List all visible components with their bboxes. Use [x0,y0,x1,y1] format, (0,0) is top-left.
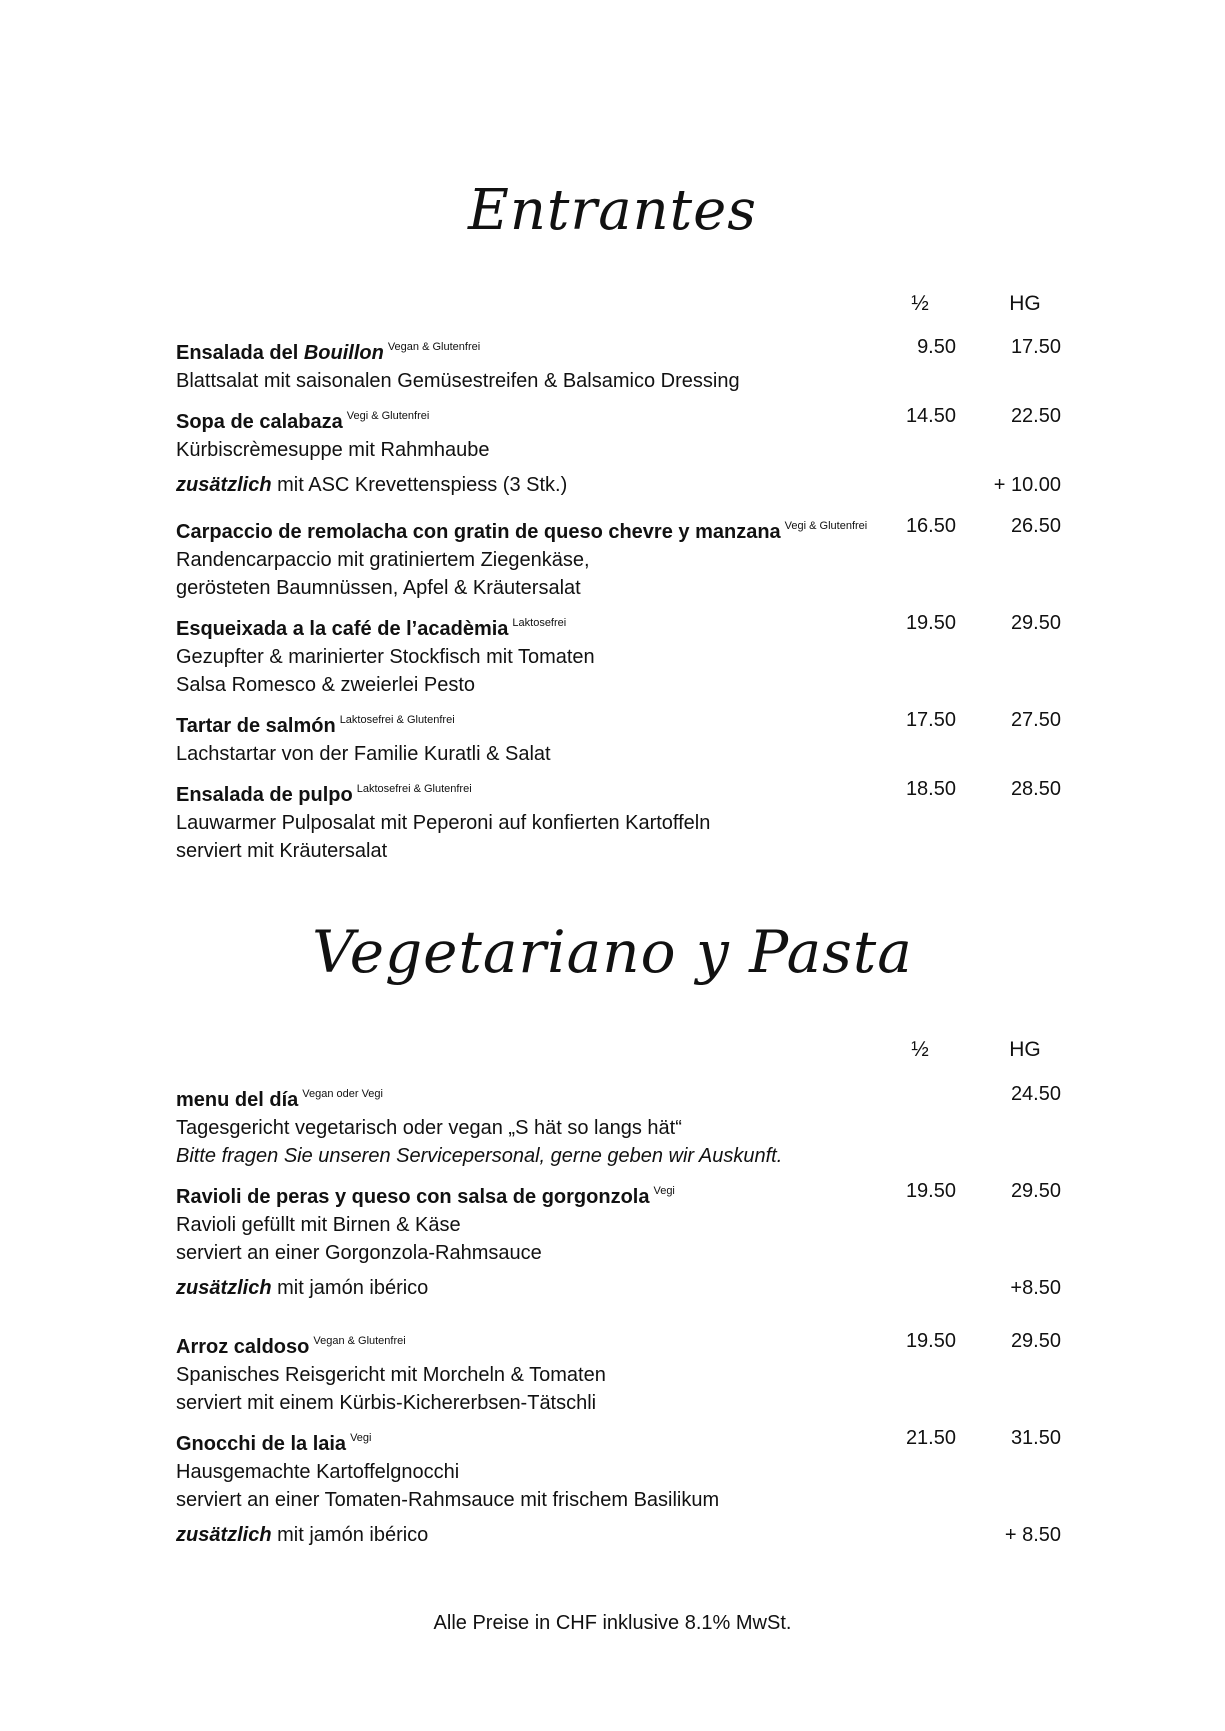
item-desc-2: serviert an einer Tomaten-Rahmsauce mit frischem Basilikum [176,1489,720,1511]
item-tag: Vegan & Glutenfrei [387,341,481,353]
item-name: Ravioli de peras y queso con salsa de gorgonzola [176,1186,650,1208]
menu-item-arroz-caldoso [176,1327,1076,1417]
menu-item-extra-jamon-1 [176,1274,1076,1302]
price-half: 14.50 [905,405,956,427]
item-tag: Vegan & Glutenfrei [313,1335,406,1347]
price-hg: 26.50 [1010,515,1061,537]
column-header-half: ½ [911,292,929,315]
price-half: 19.50 [905,612,956,634]
item-desc-2: Salsa Romesco & zweierlei Pesto [176,674,476,696]
menu-item-gnocchi [176,1424,1076,1514]
price-half: 21.50 [905,1427,956,1449]
column-header-half: ½ [911,1038,929,1061]
menu-item-menu-del-dia [176,1080,1076,1170]
item-name: Tartar de salmón [176,715,336,737]
item-desc: Lauwarmer Pulposalat mit Peperoni auf konfierten Kartoffeln [176,812,711,834]
price-hg: 29.50 [1010,1330,1061,1352]
section-title-vegetariano-pasta: Vegetariano y Pasta [312,918,913,986]
extra-text: mit ASC Krevettenspiess (3 Stk.) [271,474,568,496]
item-name: Ensalada de pulpo [176,784,353,806]
item-desc: Hausgemachte Kartoffelgnocchi [176,1461,460,1483]
menu-item-esqueixada [176,609,1076,699]
item-desc: Kürbiscrèmesuppe mit Rahmhaube [176,439,490,461]
price-hg: 29.50 [1010,1180,1061,1202]
item-name: Gnocchi de la laia [176,1433,347,1455]
price-hg: 17.50 [1010,336,1061,358]
price-half: 18.50 [905,778,956,800]
item-name: Ensalada del Bouillon [176,342,384,364]
item-tag: Vegan oder Vegi [302,1088,383,1100]
price-hg: 24.50 [1010,1083,1061,1105]
menu-item-ensalada-pulpo [176,775,1076,865]
extra-label: zusätzlich [176,474,272,496]
extra-label: zusätzlich [176,1524,272,1546]
price-hg: + 8.50 [1004,1524,1061,1546]
price-half: 17.50 [905,709,956,731]
price-hg: 28.50 [1010,778,1061,800]
price-hg: 22.50 [1010,405,1061,427]
menu-item-ravioli [176,1177,1076,1267]
item-desc-2: serviert mit Kräutersalat [176,840,388,862]
menu-item-extra-jamon-2 [176,1521,1076,1549]
item-desc-2: serviert an einer Gorgonzola-Rahmsauce [176,1242,542,1264]
extra-label: zusätzlich [176,1277,272,1299]
item-name: Carpaccio de remolacha con gratin de queso chevre y manzana [176,521,781,543]
item-desc: Ravioli gefüllt mit Birnen & Käse [176,1214,461,1236]
item-name: Arroz caldoso [176,1336,310,1358]
price-half: 19.50 [905,1180,956,1202]
item-desc: Blattsalat mit saisonalen Gemüsestreifen & Balsamico Dressing [176,370,740,392]
price-half: 9.50 [917,336,956,358]
column-header-hg: HG [1009,1038,1041,1061]
menu-item-ensalada-bouillon [176,333,1076,395]
item-name: menu del día [176,1089,299,1111]
price-hg: 31.50 [1010,1427,1061,1449]
price-hg: 29.50 [1010,612,1061,634]
item-desc: Randencarpaccio mit gratiniertem Ziegenkäse, [176,549,590,571]
item-desc: Gezupfter & marinierter Stockfisch mit Tomaten [176,646,595,668]
price-hg: +8.50 [1010,1277,1061,1299]
price-hg: + 10.00 [993,474,1061,496]
price-half: 16.50 [905,515,956,537]
item-desc-2: gerösteten Baumnüssen, Apfel & Kräutersalat [176,577,581,599]
menu-item-carpaccio-remolacha [176,512,1076,602]
extra-text: mit jamón ibérico [271,1277,429,1299]
item-desc-2: serviert mit einem Kürbis-Kichererbsen-Tätschli [176,1392,597,1414]
item-name: Esqueixada a la café de l’acadèmia [176,618,509,640]
price-hg: 27.50 [1010,709,1061,731]
extra-text: mit jamón ibérico [271,1524,429,1546]
price-half: 19.50 [905,1330,956,1352]
menu-item-tartar-salmon [176,706,1076,768]
item-tag: Vegi & Glutenfrei [784,520,868,532]
item-tag: Laktosefrei [512,617,567,629]
item-tag: Vegi & Glutenfrei [346,410,430,422]
price-footnote: Alle Preise in CHF inklusive 8.1% MwSt. [433,1612,792,1634]
item-name: Sopa de calabaza [176,411,343,433]
item-desc: Spanisches Reisgericht mit Morcheln & Tomaten [176,1364,606,1386]
item-tag: Vegi [350,1432,372,1444]
item-tag: Laktosefrei & Glutenfrei [339,714,455,726]
item-tag: Laktosefrei & Glutenfrei [356,783,472,795]
column-header-hg: HG [1009,292,1041,315]
item-desc: Lachstartar von der Familie Kuratli & Salat [176,743,551,765]
item-tag: Vegi [653,1185,675,1197]
section-title-entrantes: Entrantes [467,178,758,243]
item-desc-italic: Bitte fragen Sie unseren Servicepersonal, gerne geben wir Auskunft. [176,1145,783,1167]
item-desc: Tagesgericht vegetarisch oder vegan „S hät so langs hät“ [176,1117,682,1139]
menu-item-extra-krevetten [176,471,1076,499]
menu-item-sopa-calabaza [176,402,1076,464]
